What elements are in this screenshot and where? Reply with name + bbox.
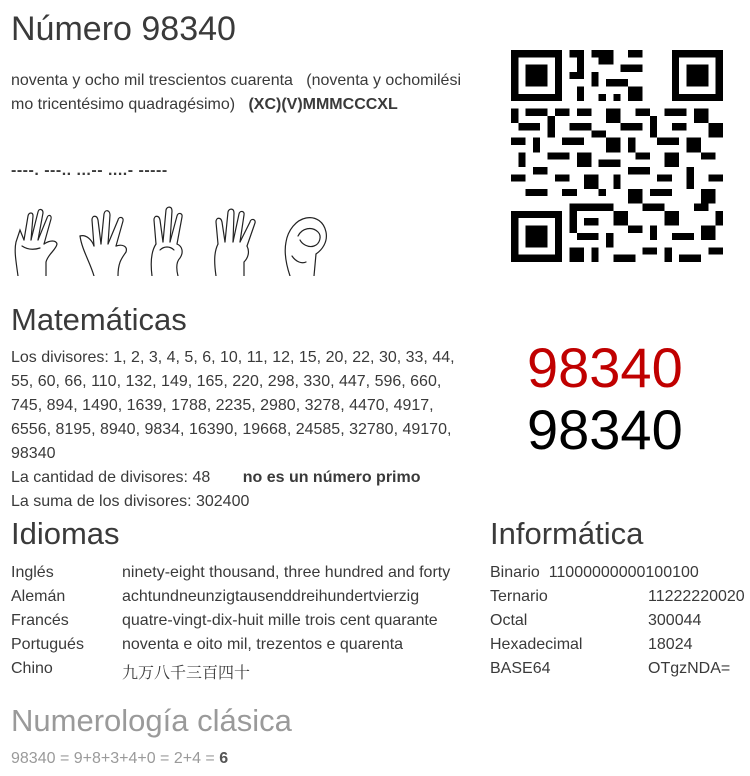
- number-display-red: 98340: [527, 336, 683, 399]
- number-in-words: [11, 69, 481, 117]
- divisors-line: 98340: [11, 445, 56, 462]
- numerology-heading: Numerología clásica: [11, 703, 292, 738]
- divisors-line: Los divisores: 1, 2, 3, 4, 5, 6, 10, 11, 12, 15, 20, 22, 30, 33, 44,: [11, 349, 455, 366]
- languages-heading: Idiomas: [11, 516, 120, 551]
- divisor-sum: La suma de los divisores: 302400: [11, 493, 250, 510]
- zero-hand-sign-icon: [276, 206, 334, 276]
- eight-hand-sign-icon: [76, 206, 134, 276]
- language-value: 九万八千三百四十: [122, 665, 251, 682]
- divisors-line: 6556, 8195, 8940, 9834, 16390, 19668, 24585, 32780, 49170,: [11, 421, 452, 438]
- numerology-formula: 98340 = 9+8+3+4+0 = 2+4 =: [11, 750, 220, 767]
- prime-status: no es un número primo: [242, 469, 421, 486]
- language-label: Inglés: [11, 564, 54, 581]
- binary-row: Binario 11000000000100100: [490, 564, 699, 581]
- divisors-list: [11, 346, 481, 514]
- morse-code: ----. ---.. ...-- ....- -----: [11, 162, 168, 179]
- language-label: Portugués: [11, 636, 84, 653]
- numerology-formula-row: [11, 750, 228, 768]
- base-value: 300044: [648, 612, 702, 629]
- page-title: Número 98340: [11, 10, 236, 48]
- language-value: quatre-vingt-dix-huit mille trois cent quarante: [122, 612, 438, 629]
- language-label: Chino: [11, 660, 53, 677]
- language-value: noventa e oito mil, trezentos e quarenta: [122, 636, 404, 653]
- base-label: Hexadecimal: [490, 636, 583, 653]
- base-value: 11222220020: [648, 588, 745, 605]
- number-display-black: 98340: [527, 398, 683, 461]
- words-line-2-text: mo tricentésimo quadragésimo): [11, 96, 236, 113]
- base-label: Ternario: [490, 588, 548, 605]
- nine-hand-sign-icon: [10, 206, 68, 276]
- language-label: Francés: [11, 612, 69, 629]
- divisor-count: La cantidad de divisores: 48: [11, 469, 211, 486]
- numerology-result: 6: [219, 750, 229, 767]
- divisor-count-row: [11, 466, 481, 490]
- words-line-1: noventa y ocho mil trescientos cuarenta (noventa y ochomilési: [11, 72, 462, 89]
- three-hand-sign-icon: [142, 206, 200, 276]
- base-value: OTgzNDA=: [648, 660, 731, 677]
- sign-language-row: [10, 206, 330, 282]
- math-heading: Matemáticas: [11, 302, 187, 337]
- base-label: BASE64: [490, 660, 551, 677]
- language-label: Alemán: [11, 588, 66, 605]
- computing-heading: Informática: [490, 516, 644, 551]
- divisors-line: 55, 60, 66, 110, 132, 149, 165, 220, 298, 330, 447, 596, 660,: [11, 373, 442, 390]
- base-value: 18024: [648, 636, 693, 653]
- divisors-line: 745, 894, 1490, 1639, 1788, 2235, 2980, 3278, 4470, 4917,: [11, 397, 434, 414]
- base-label: Octal: [490, 612, 528, 629]
- four-hand-sign-icon: [208, 206, 266, 276]
- language-value: ninety-eight thousand, three hundred and forty: [122, 564, 451, 581]
- qr-code: [511, 50, 723, 262]
- words-line-2: [11, 93, 481, 117]
- language-value: achtundneunzigtausenddreihundertvierzig: [122, 588, 420, 605]
- roman-numeral: (XC)(V)MMMCCCXL: [248, 96, 398, 113]
